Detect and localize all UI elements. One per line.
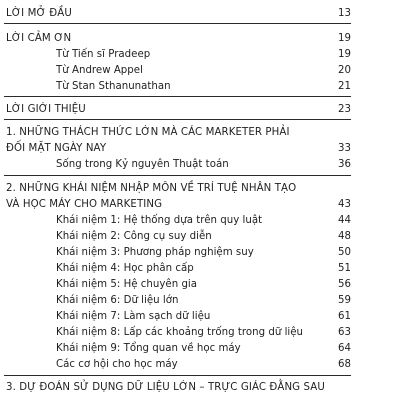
toc-entry-row: [56, 215, 262, 227]
toc-entry-row: [56, 311, 210, 323]
toc-page-number: 51: [338, 263, 351, 274]
toc-page-number: 56: [338, 279, 351, 290]
toc-heading-row: [6, 143, 106, 155]
toc-page-number: 43: [338, 199, 351, 210]
toc-heading-text: LỜI CẢM ƠN: [6, 33, 72, 44]
toc-heading-text: VÀ HỌC MÁY CHO MARKETING: [6, 199, 163, 210]
toc-page-number: 44: [338, 215, 351, 226]
toc-heading-text: LỜI MỞ ĐẦU: [6, 8, 72, 19]
toc-entry-text: Khái niệm 7: Làm sạch dữ liệu: [56, 311, 211, 322]
toc-entry-row: [56, 343, 241, 355]
toc-entry-row: [56, 295, 178, 307]
toc-rule: [4, 119, 351, 120]
toc-page-number: 68: [338, 359, 351, 370]
toc-entry-row: [56, 279, 197, 291]
toc-heading-text: LỜI GIỚI THIỆU: [6, 104, 86, 115]
toc-page-number: 13: [338, 8, 351, 19]
toc-heading-row: [6, 199, 162, 211]
toc-entry-text: Khái niệm 6: Dữ liệu lớn: [56, 295, 179, 306]
toc-heading-row: [6, 33, 71, 45]
toc-rule: [4, 23, 351, 24]
toc-heading-text: 1. NHỮNG THÁCH THỨC LỚN MÀ CÁC MARKETER PHẢI: [6, 127, 290, 138]
toc-page-number: 19: [338, 49, 351, 60]
toc-page-number: 59: [338, 295, 351, 306]
toc-heading-row: [6, 8, 72, 20]
toc-page-number: 20: [338, 65, 351, 76]
toc-page-number: 19: [338, 33, 351, 44]
toc-page-number: 33: [338, 143, 351, 154]
toc-page-number: 48: [338, 231, 351, 242]
toc-entry-text: Các cơ hội cho học máy: [56, 359, 178, 370]
toc-page-number: 21: [338, 81, 351, 92]
toc-rule: [4, 96, 351, 97]
toc-page-number: 64: [338, 343, 351, 354]
toc-heading-text: 3. DỰ ĐOÁN SỬ DỤNG DỮ LIỆU LỚN – TRỰC GIÁC ĐẰNG SAU: [6, 382, 325, 393]
toc-entry-row: [56, 65, 143, 77]
toc-entry-text: Khái niệm 9: Tổng quan về học máy: [56, 343, 241, 354]
toc-entry-text: Khái niệm 8: Lấp các khoảng trống trong dữ liệu: [56, 327, 304, 338]
toc-heading-text: ĐỐI MẶT NGÀY NAY: [6, 143, 107, 154]
toc-entry-text: Từ Stan Sthanunathan: [56, 81, 171, 92]
toc-entry-text: Khái niệm 4: Học phân cấp: [56, 263, 194, 274]
toc-page-number: 23: [338, 104, 351, 115]
toc-entry-row: [56, 327, 303, 339]
toc-entry-text: Khái niệm 1: Hệ thống dựa trên quy luật: [56, 215, 263, 226]
toc-entry-row: [56, 49, 150, 61]
toc-heading-text: 2. NHỮNG KHÁI NIỆM NHẬP MÔN VỀ TRÍ TUỆ NHÂN TẠO: [6, 183, 297, 194]
toc-entry-row: [56, 231, 212, 243]
toc-entry-text: Từ Tiến sĩ Pradeep: [56, 49, 151, 60]
toc-entry-row: [56, 247, 254, 259]
toc-heading-row: [6, 183, 296, 195]
toc-page-number: 36: [338, 159, 351, 170]
toc-entry-text: Sống trong Kỷ nguyên Thuật toán: [56, 159, 229, 170]
toc-heading-row: [6, 382, 325, 394]
toc-page-number: 61: [338, 311, 351, 322]
toc-entry-row: [56, 359, 178, 371]
toc-heading-row: [6, 127, 290, 139]
toc-entry-row: [56, 81, 171, 93]
toc-entry-text: Khái niệm 3: Phương pháp nghiệm suy: [56, 247, 254, 258]
toc-rule: [4, 375, 351, 376]
toc-page-number: 63: [338, 327, 351, 338]
toc-entry-row: [56, 263, 194, 275]
toc-entry-row: [56, 159, 229, 171]
toc-rule: [4, 175, 351, 176]
toc-entry-text: Từ Andrew Appel: [56, 65, 143, 76]
toc-entry-text: Khái niệm 5: Hệ chuyên gia: [56, 279, 198, 290]
toc-heading-row: [6, 104, 86, 116]
toc-page-number: 50: [338, 247, 351, 258]
toc-entry-text: Khái niệm 2: Công cụ suy diễn: [56, 231, 212, 242]
